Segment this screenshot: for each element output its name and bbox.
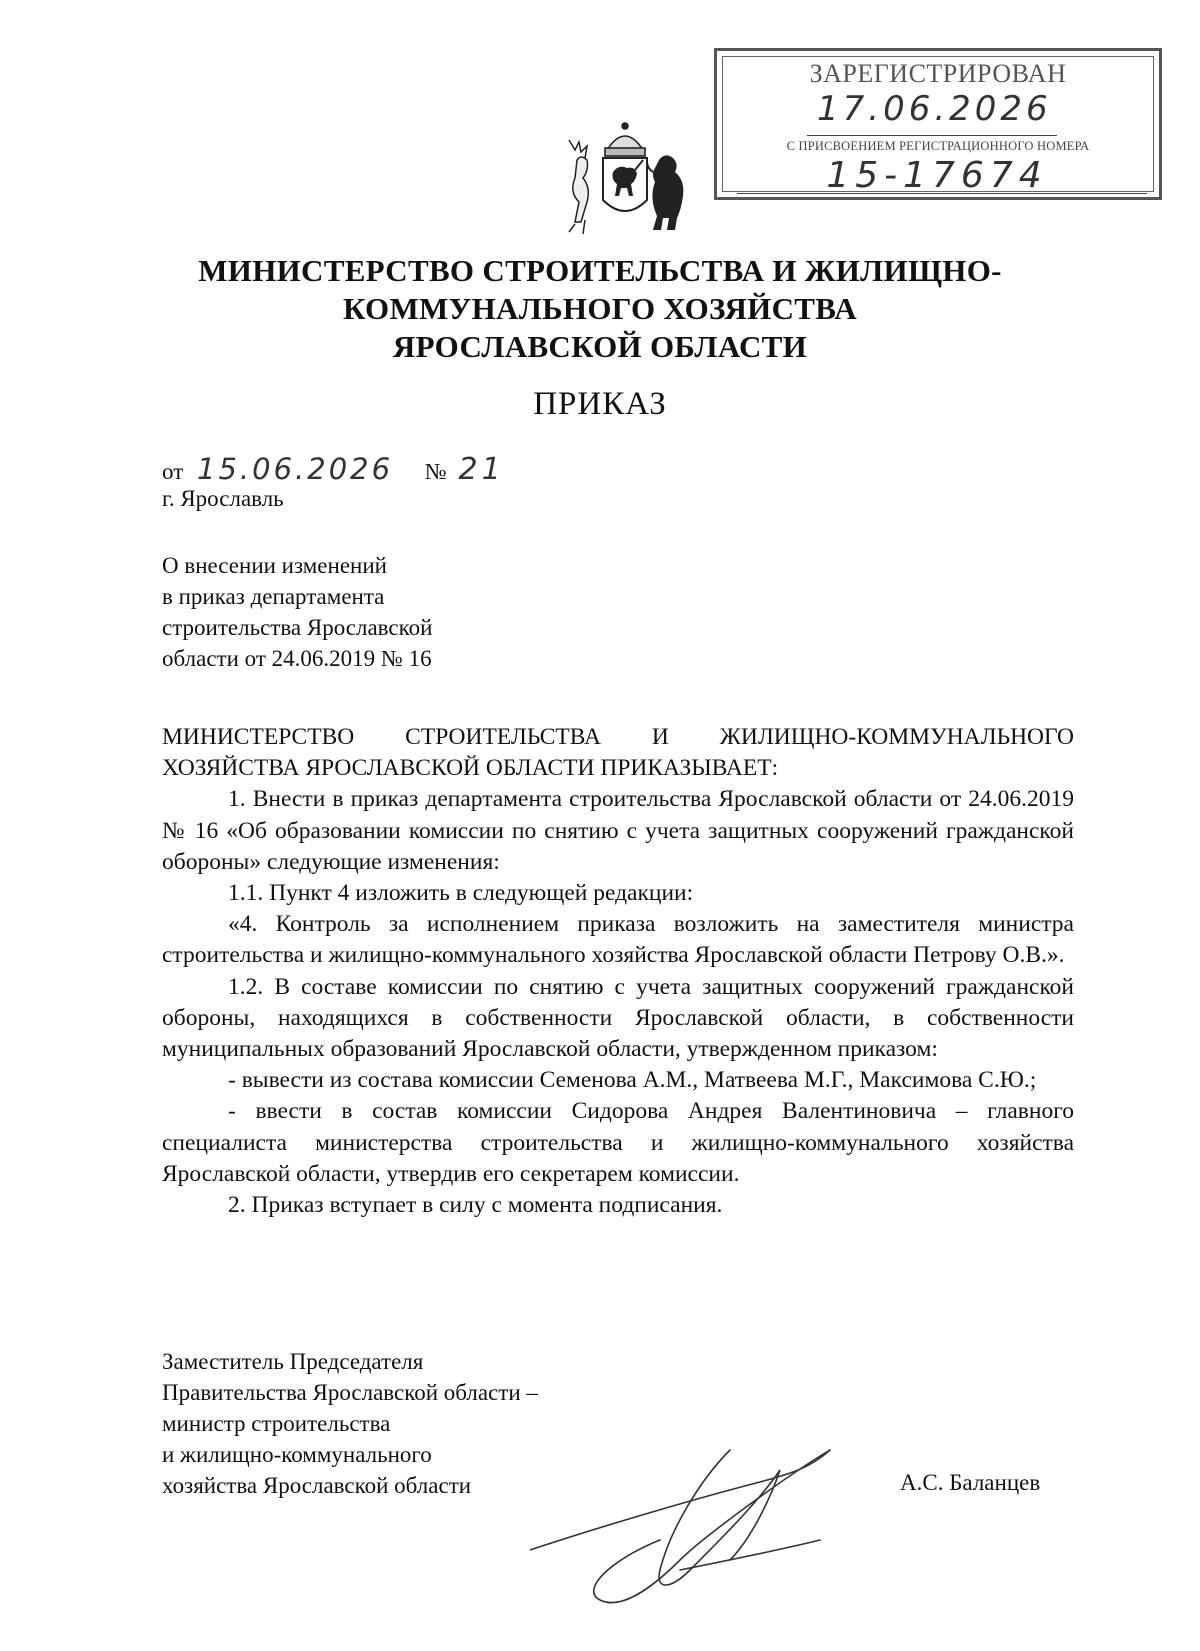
order-number: 21 [458, 452, 505, 487]
stamp-reg-number: 15-17674 [826, 155, 1048, 196]
paragraph-1-1-text: «4. Контроль за исполнением приказа возложить на заместителя министра строительства и жилищно-коммунального хозяйства Ярославской области Петрову О.В.». [162, 911, 1074, 969]
stamp-underline [807, 135, 1057, 136]
paragraph-1: 1. Внести в приказ департамента строительства Ярославской области от 24.06.2019 № 16 «Об образовании комиссии по снятию с учета защитных сооружений гражданской обороны» следующие изменения: [162, 786, 1074, 875]
stamp-subtitle: С ПРИСВОЕНИЕМ РЕГИСТРАЦИОННОГО НОМЕРА [786, 139, 1090, 153]
registration-stamp [714, 48, 1162, 200]
order-subject [162, 550, 542, 674]
ministry-title-line: МИНИСТЕРСТВО СТРОИТЕЛЬСТВА И ЖИЛИЩНО- [198, 253, 1002, 288]
signer-position-line: Правительства Ярославской области – [162, 1380, 538, 1405]
order-date: 15.06.2026 [197, 452, 394, 486]
ministry-title-line: ЯРОСЛАВСКОЙ ОБЛАСТИ [392, 329, 808, 364]
document-type: ПРИКАЗ [533, 386, 667, 422]
signer-name: А.С. Баланцев [900, 1470, 1041, 1495]
subject-line: области от 24.06.2019 № 16 [162, 646, 432, 671]
stamp-title: ЗАРЕГИСТРИРОВАН [809, 59, 1067, 88]
subject-line: в приказ департамента [162, 584, 385, 609]
paragraph-1-2: 1.2. В составе комиссии по снятию с учета защитных сооружений гражданской обороны, находящихся в собственности Ярославской области, в собственности муниципальных образований Ярославской области, утвержденном приказом: [162, 973, 1074, 1063]
from-label: от [162, 459, 184, 484]
number-label: № [424, 459, 447, 484]
dash-item-remove: - вывести из состава комиссии Семенова А.М., Матвеева М.Г., Максимова С.Ю.; [228, 1067, 1037, 1094]
handwritten-signature [530, 1410, 850, 1610]
signer-position-line: хозяйства Ярославской области [162, 1473, 472, 1498]
subject-line: строительства Ярославской [162, 615, 433, 640]
stamp-date: 17.06.2026 [817, 89, 1052, 129]
signer-position-line: и жилищно-коммунального [162, 1442, 432, 1467]
signer-position-line: министр строительства [162, 1411, 391, 1436]
stamp-underline [737, 193, 1147, 194]
order-body [162, 722, 1074, 1221]
city: г. Ярославль [162, 486, 284, 511]
paragraph-1-1: 1.1. Пункт 4 изложить в следующей редакции: [228, 880, 694, 907]
coat-of-arms-icon [555, 120, 695, 240]
ministry-title-line: КОММУНАЛЬНОГО ХОЗЯЙСТВА [343, 291, 857, 326]
signer-position-line: Заместитель Председателя [162, 1349, 424, 1374]
dash-item-add: - ввести в состав комиссии Сидорова Андрея Валентиновича – главного специалиста министерства строительства и жилищно-коммунального хозяйства Ярославской области, утвердив его секретарем комиссии. [162, 1098, 1074, 1187]
order-date-number [162, 452, 505, 487]
paragraph-2: 2. Приказ вступает в силу с момента подписания. [228, 1192, 723, 1219]
ministry-title [100, 252, 1100, 366]
preamble: МИНИСТЕРСТВО СТРОИТЕЛЬСТВА И ЖИЛИЩНО-КОММУНАЛЬНОГО ХОЗЯЙСТВА ЯРОСЛАВСКОЙ ОБЛАСТИ ПРИКАЗЫВАЕТ: [162, 724, 1074, 782]
subject-line: О внесении изменений [162, 553, 387, 578]
